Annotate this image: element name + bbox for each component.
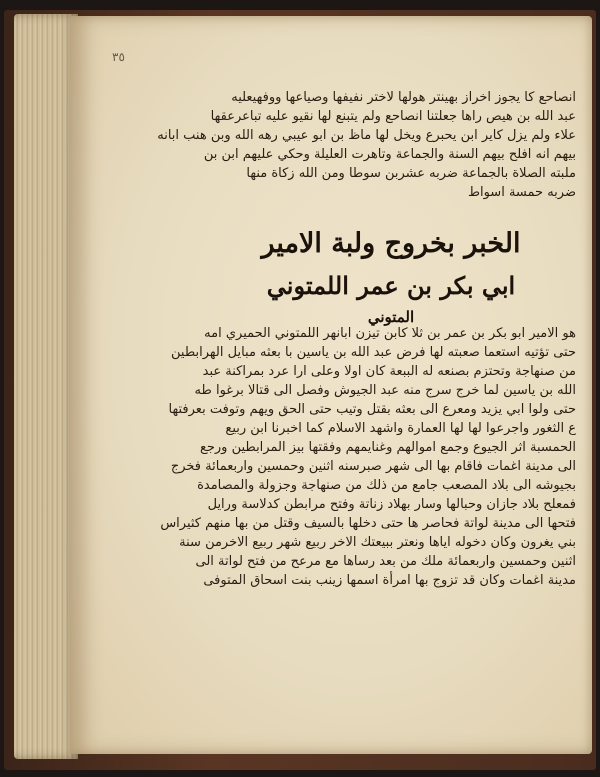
folio-number: ٣٥ <box>112 50 125 64</box>
heading-line-3: المتوني <box>367 308 415 326</box>
manuscript-text <box>157 88 576 648</box>
text-line: علاء ولم يزل كاير ابن يحبرع ويخل لها ماظ بن ابو عيبي رهه الله وبن هنب ابانه <box>157 128 576 143</box>
text-line: فتحها الى مدينة لواتة فحاصر ها حتى دخلها بالسيف وقتل من بها منهم كثيراس <box>160 516 576 531</box>
text-line: ع الثغور واجرعوا لها لها العمارة واشهد الاسلام كما اخبرنا ابن ربيع <box>225 421 576 436</box>
text-line: حتى تؤتيه استعما صعبته لها فرض عبد الله بن ياسين با بعثه مبايل الهرابطين <box>171 345 576 360</box>
text-line: الحمسبة اثر الجيوع وجمع اموالهم وغنايمهم وفقتها بيز المرابطين ورجع <box>199 440 576 455</box>
text-line: اثنين وحمسين واربعمائة ملك من بعد رساها مع مرعح من فتح لواتة الى <box>195 554 576 569</box>
text-line: بيهم انه افلح بيهم السنة والجماعة وتاهرت العليلة وحكي عليهم ابن بن <box>203 147 576 162</box>
text-body-block <box>160 324 576 590</box>
text-line: ملبته الصلاة بالجماعة ضربه عشربن سوطا ومن الله زكاة منها <box>246 166 576 181</box>
text-line: ضربه حمسة اسواط <box>467 185 576 200</box>
text-line: بني يغرون وكان دخوله اياها ونعتر ببيعتك الاخر ربيع شهر ربيع الاخرمن سنة <box>179 535 576 550</box>
text-line: بجيوشه الى بلاد المصعب جامع من ذلك من صنهاجة وجزولة والمصامدة <box>197 478 576 493</box>
text-line: الى مدينة اغمات فاقام بها الى شهر صبرسنه اثنين وحمسين واربعمائة فخرج <box>170 459 576 474</box>
text-line: فمعلح بلاد جازان وحبالها وسار بهلاد زناتة وفتح مرابطن كدلاسة ورايل <box>207 497 576 512</box>
text-top-block <box>157 88 576 202</box>
text-line: انصاحع كا يجوز اخراز بهينتر هولها لاختر نفيفها وصياعها ووفهيعليه <box>231 90 576 105</box>
page-stack-edge <box>14 14 78 759</box>
heading-line-2: ابي بكر بن عمر اللمتوني <box>266 271 516 300</box>
text-line: من صنهاجة وتحتزم بصنعه له الببعة كان اولا وعلى ارا عرد بمراكنة عبد <box>202 364 576 379</box>
text-line: عبد الله بن هيص راها جعلتنا انصاحع ولم يتبنع لها نقيو عليه تباعرعقها <box>210 109 576 124</box>
chapter-heading <box>206 214 576 332</box>
text-line: هو الامير ابو بكر بن عمر بن ثلا كابن تيزن ابانهر اللمتوني الحميري امه <box>204 326 576 341</box>
text-line: الله بن ياسين لما خرج سرج منه عبد الجيوش وفصل الى قتالا برغوا طه <box>194 383 576 398</box>
text-line: حتى ولوا ابي يزيد ومعرع الى بعثه بقتل وتيب حتى الحق ويهم وتوفت بعرفتها <box>168 402 576 417</box>
heading-line-1: الخبر بخروج ولبة الامير <box>261 228 521 259</box>
text-line: مدينة اغمات وكان قد تزوج بها امرأة اسمها زينب بنت اسحاق المتوفى <box>203 573 576 588</box>
